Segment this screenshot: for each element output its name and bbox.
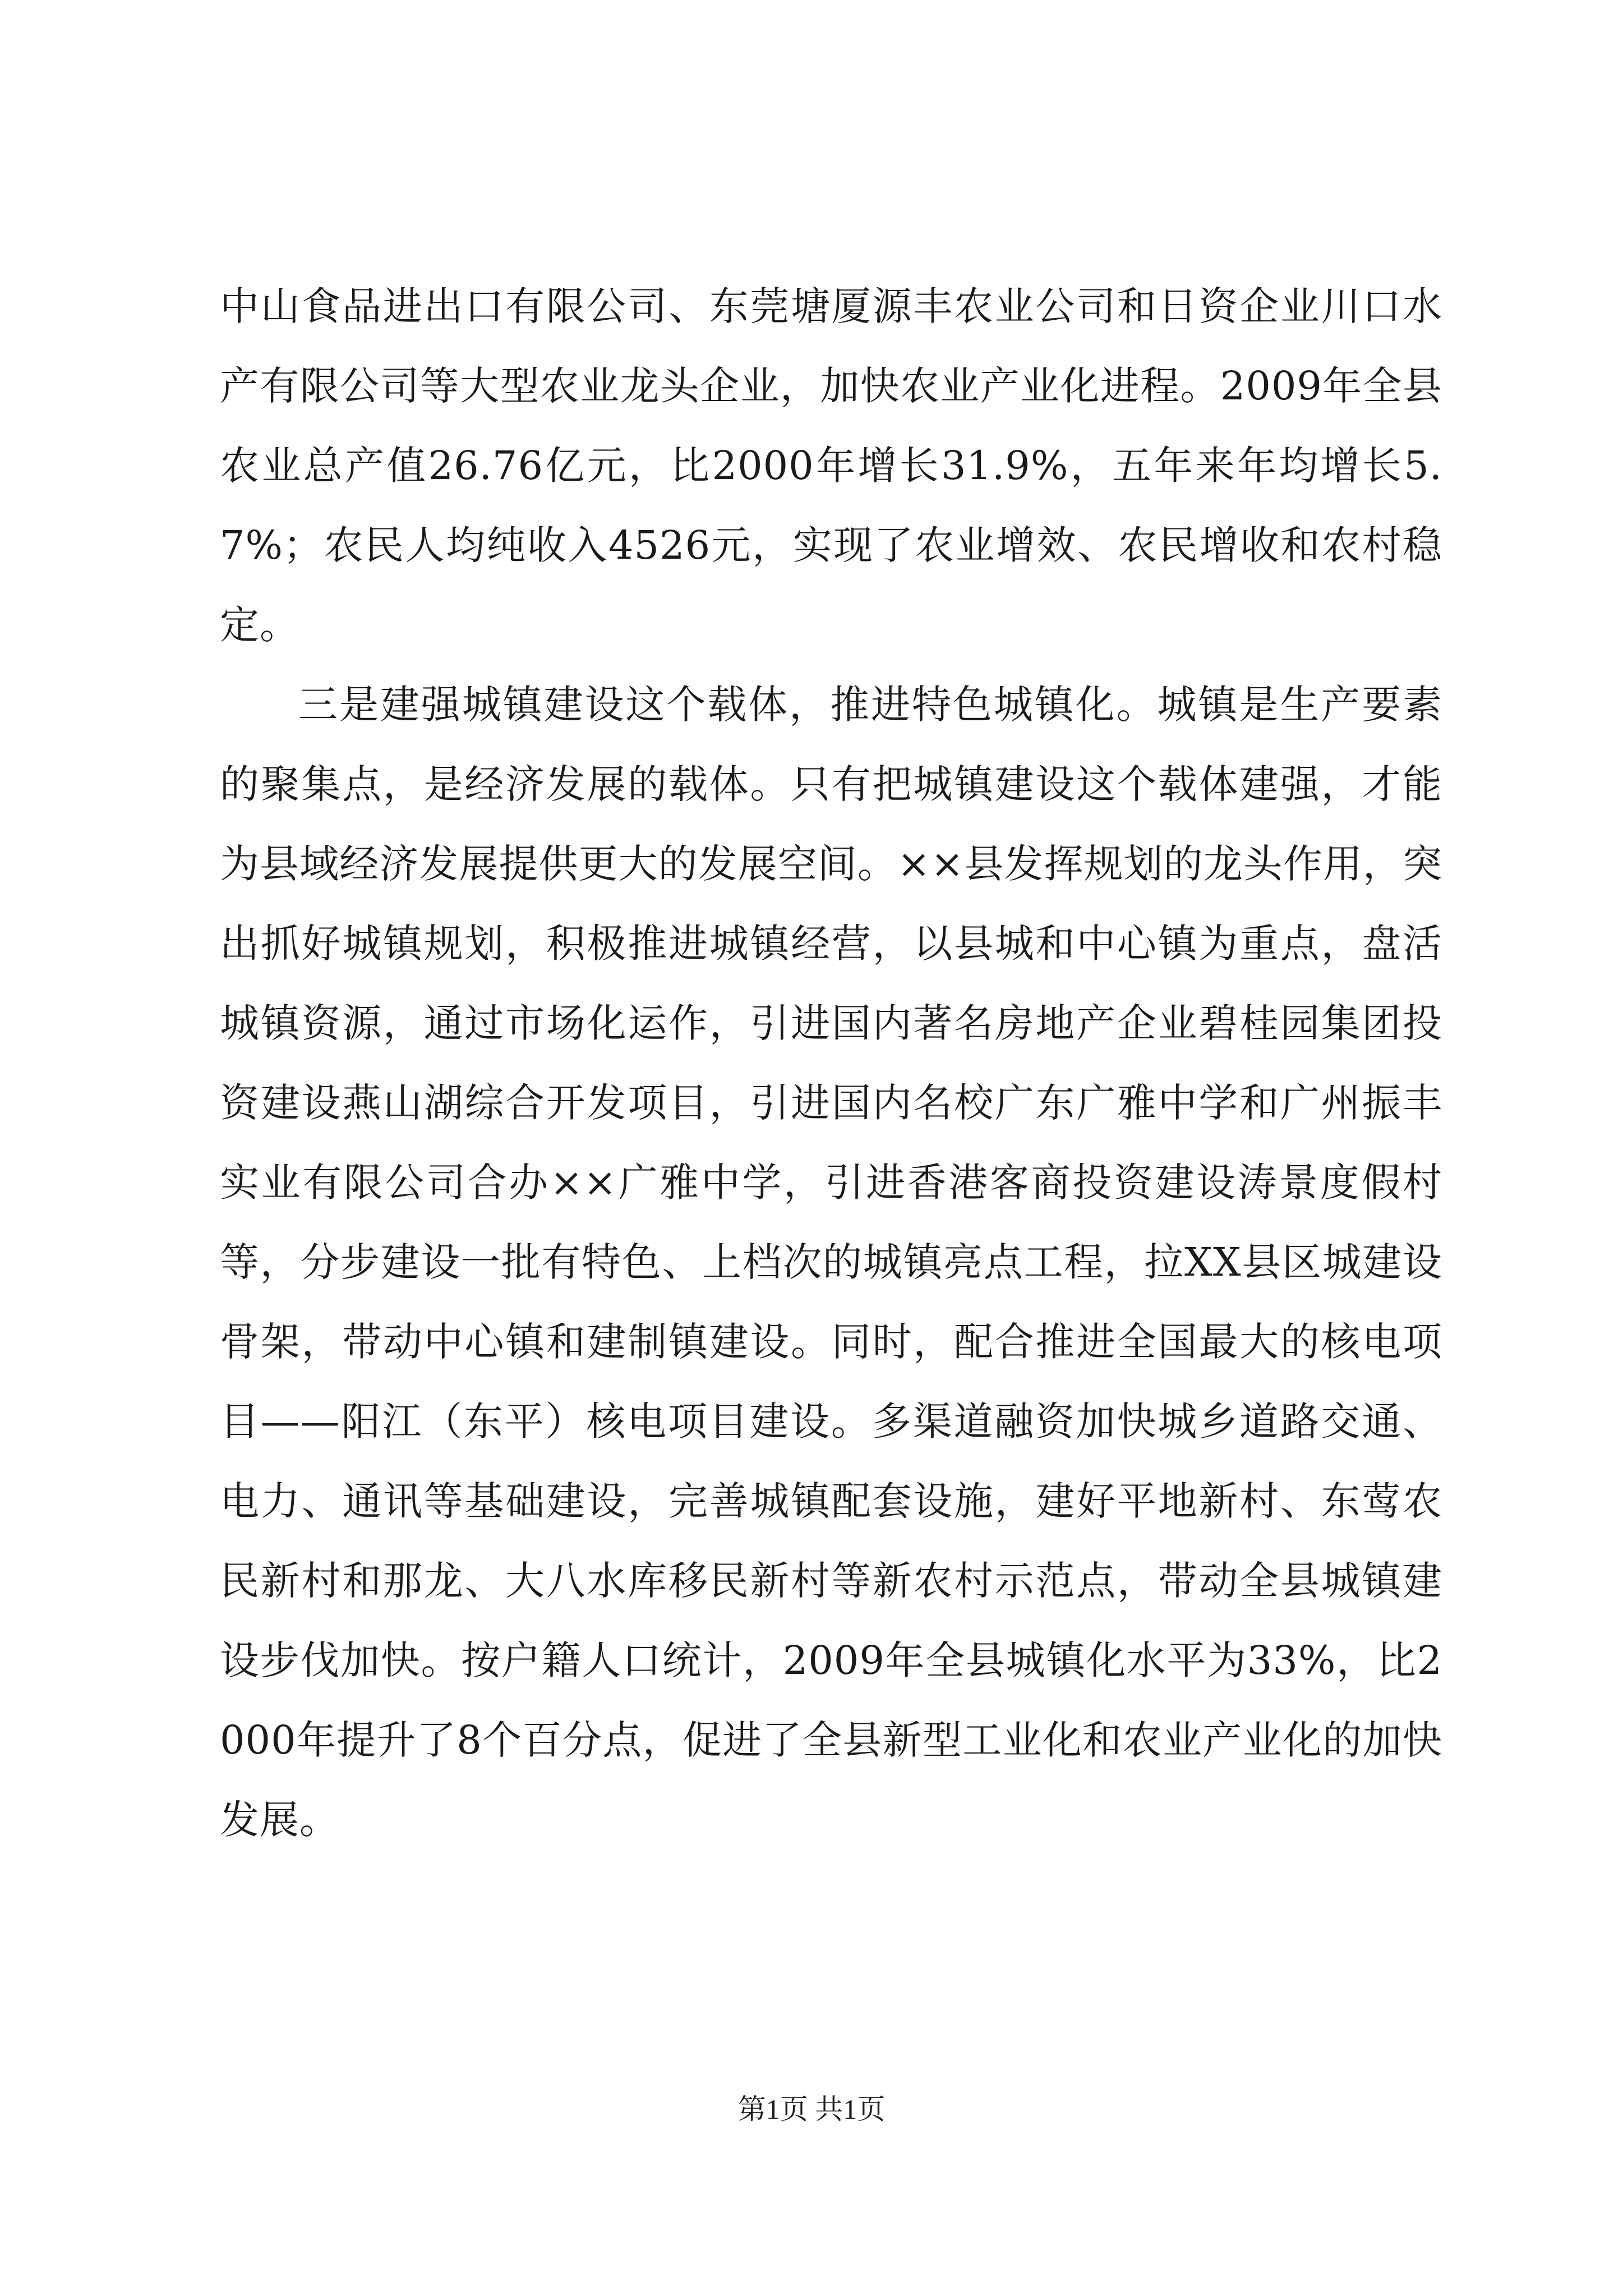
paragraph-urbanization: 三是建强城镇建设这个载体，推进特色城镇化。城镇是生产要素的聚集点，是经济发展的载体。只有把城镇建设这个载体建强，才能为县域经济发展提供更大的发展空间。××县发挥规划的龙头作用，突出抓好城镇规划，积极推进城镇经营，以县城和中心镇为重点，盘活城镇资源，通过市场化运作，引进国内著名房地产企业碧桂园集团投资建设燕山湖综合开发项目，引进国内名校广东广雅中学和广州振丰实业有限公司合办××广雅中学，引进香港客商投资建设涛景度假村等，分步建设一批有特色、上档次的城镇亮点工程，拉XX县区城建设骨架，带动中心镇和建制镇建设。同时，配合推进全国最大的核电项目——阳江（东平）核电项目建设。多渠道融资加快城乡道路交通、电力、通讯等基础建设，完善城镇配套设施，建好平地新村、东莺农民新村和那龙、大八水库移民新村等新农村示范点，带动全县城镇建设步伐加快。按户籍人口统计，2009年全县城镇化水平为33%，比2000年提升了8个百分点，促进了全县新型工业化和农业产业化的加快发展。: [220, 682, 1442, 1843]
page-number-footer: 第1页 共1页: [737, 2093, 886, 2125]
document-body: [220, 266, 1442, 1860]
paragraph-continuation: 中山食品进出口有限公司、东莞塘厦源丰农业公司和日资企业川口水产有限公司等大型农业龙头企业，加快农业产业化进程。2009年全县农业总产值26.76亿元，比2000年增长31.9%，五年来年均增长5.7%；农民人均纯收入4526元，实现了农业增效、农民增收和农村稳定。: [220, 283, 1442, 648]
